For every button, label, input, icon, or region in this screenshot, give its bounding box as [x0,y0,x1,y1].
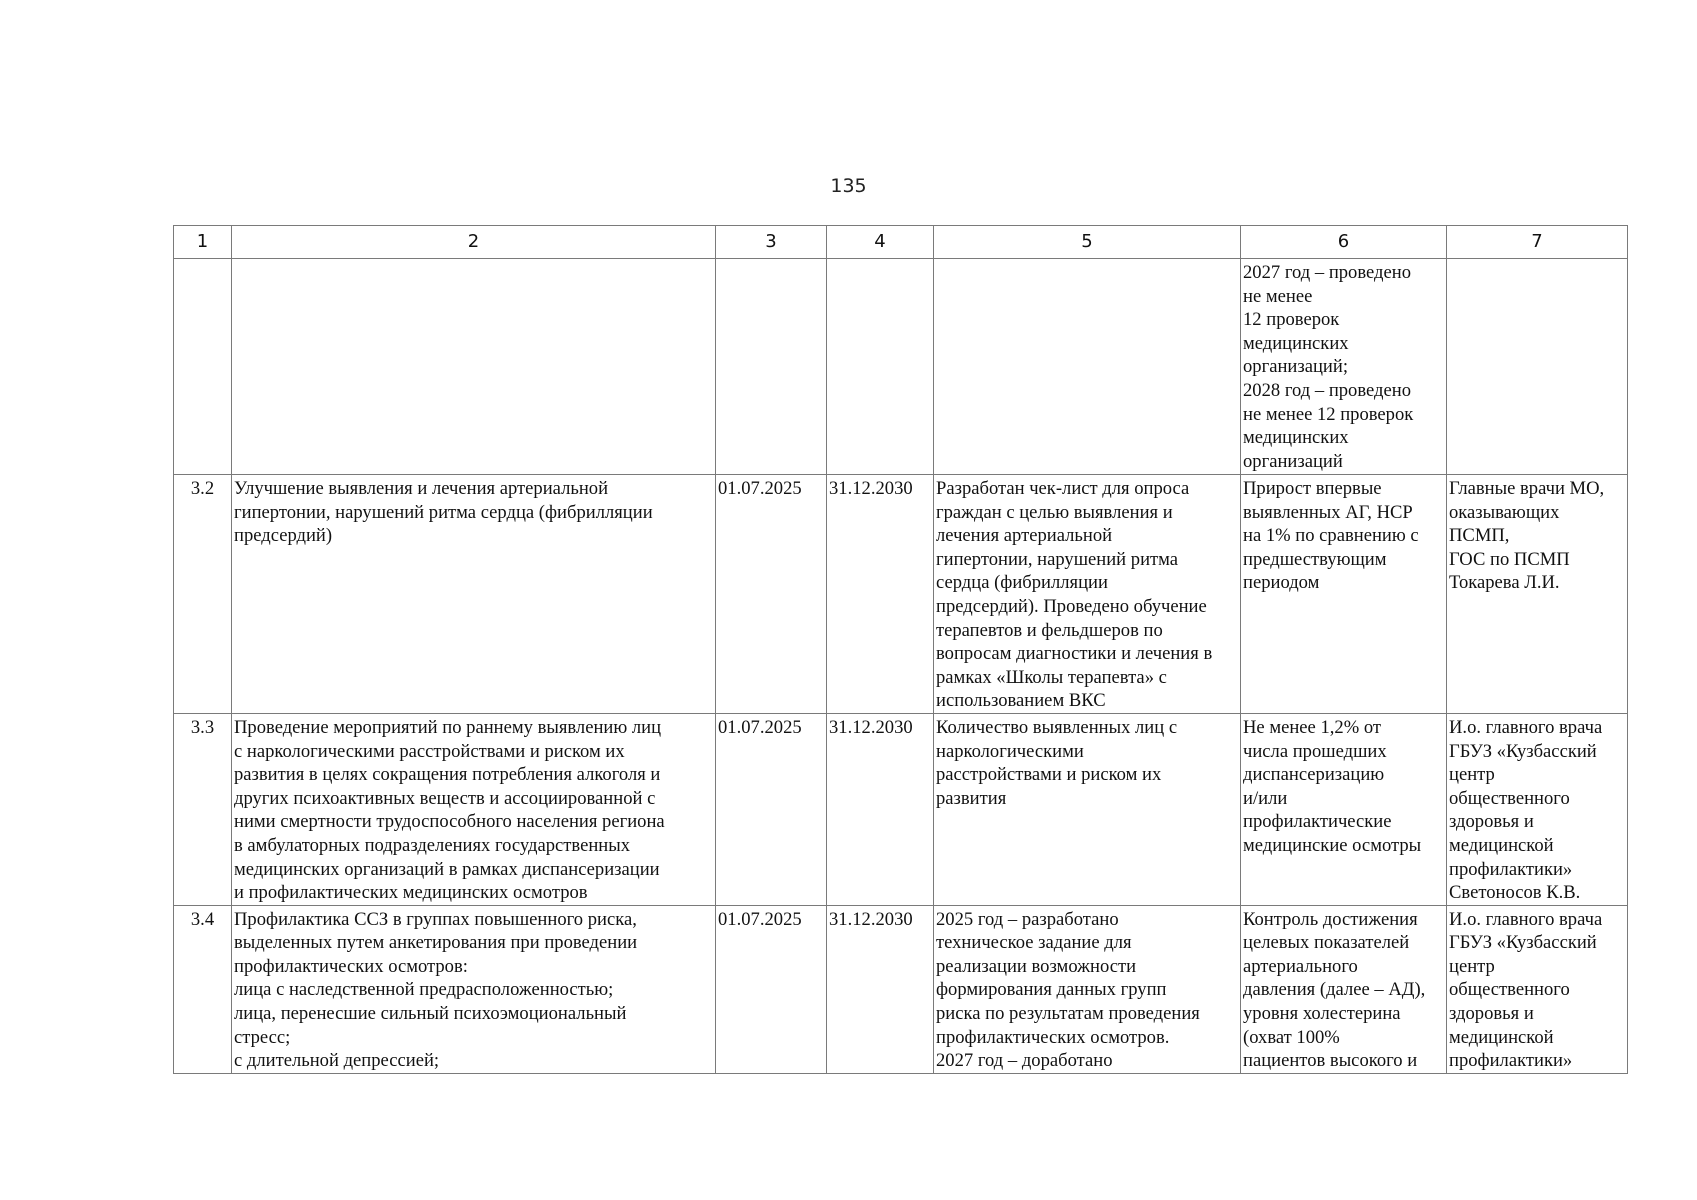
table-row [174,259,1628,475]
table-body [174,259,1628,1074]
table-row [174,713,1628,905]
result-cell [934,475,1241,714]
column-header-7: 7 [1447,226,1628,259]
text-line: пациентов высокого и [1243,1050,1418,1072]
text-line: гипертонии, нарушений ритма сердца (фибрилляции [234,501,653,523]
text-line: ПСМП, [1449,525,1510,547]
table-row [174,475,1628,714]
text-line: 2027 год – проведено [1243,262,1411,283]
text-line: целевых показателей [1243,932,1410,954]
text-line: 2025 год – разработано [936,908,1119,930]
text-line: 12 проверок [1243,309,1340,331]
text-line: Разработан чек-лист для опроса [936,478,1190,499]
text-line: периодом [1243,572,1320,594]
measure-cell [232,713,716,905]
text-line: ГБУЗ «Кузбасский [1449,932,1597,954]
row-number: 3.4 [174,905,232,1073]
text-line: расстройствами и риском их [936,764,1162,786]
text-line: предсердий) [234,525,333,547]
text-line: выделенных путем анкетирования при проведении [234,932,638,954]
text-line: наркологическими [936,740,1084,762]
text-line: диспансеризацию [1243,764,1385,786]
text-line: И.о. главного врача [1449,908,1603,930]
indicator-cell [1241,259,1447,475]
text-line: на 1% по сравнению с [1243,525,1419,547]
measure-cell [232,905,716,1073]
text-line: граждан с целью выявления и [936,501,1173,523]
measure-cell [232,259,716,475]
text-line: И.о. главного врача [1449,716,1603,738]
text-line: стресс; [234,1026,291,1048]
result-cell [934,259,1241,475]
start-date-cell: 01.07.2025 [716,905,827,1073]
row-number [174,259,232,475]
text-line: терапевтов и фельдшеров по [936,619,1163,641]
text-line: Не менее 1,2% от [1243,716,1382,738]
text-line: предшествующим [1243,548,1387,570]
end-date-cell: 31.12.2030 [827,905,934,1073]
text-line: уровня холестерина [1243,1003,1401,1025]
responsible-cell [1447,905,1628,1073]
text-line: использованием ВКС [936,690,1106,712]
text-line: ГОС по ПСМП [1449,548,1570,570]
text-line: медицинских организаций в рамках диспансеризации [234,858,660,880]
text-line: профилактических осмотров. [936,1026,1170,1048]
text-line: медицинской [1449,834,1554,856]
table-row [174,905,1628,1073]
text-line: профилактических осмотров: [234,955,468,977]
text-line: с наркологическими расстройствами и риском их [234,740,625,762]
text-line: 2027 год – доработано [936,1050,1113,1072]
end-date-cell: 31.12.2030 [827,475,934,714]
text-line: профилактические [1243,811,1392,833]
responsible-cell [1447,713,1628,905]
end-date-cell: 31.12.2030 [827,713,934,905]
text-line: здоровья и [1449,1003,1534,1025]
text-line: техническое задание для [936,932,1132,954]
text-line: предсердий). Проведено обучение [936,595,1207,617]
text-line: организаций; [1243,356,1348,378]
text-line: Проведение мероприятий по раннему выявлению лиц [234,716,662,738]
measures-table [173,225,1628,1074]
text-line: (охват 100% [1243,1026,1340,1048]
text-line: вопросам диагностики и лечения в [936,643,1213,665]
column-header-row [174,226,1628,259]
text-line: Профилактика ССЗ в группах повышенного риска, [234,908,637,930]
column-header-4: 4 [827,226,934,259]
result-cell [934,905,1241,1073]
measure-cell [232,475,716,714]
page-number: 135 [830,175,867,197]
text-line: ними смертности трудоспособного населения региона [234,811,665,833]
text-line: развития [936,787,1007,809]
result-cell [934,713,1241,905]
text-line: артериального [1243,955,1358,977]
indicator-cell [1241,905,1447,1073]
text-line: и/или [1243,787,1288,809]
text-line: 2028 год – проведено [1243,379,1411,401]
text-line: числа прошедших [1243,740,1387,762]
text-line: Прирост впервые [1243,478,1382,499]
responsible-cell [1447,259,1628,475]
text-line: выявленных АГ, НСР [1243,501,1413,523]
text-line: давления (далее – АД), [1243,979,1426,1001]
text-line: ГБУЗ «Кузбасский [1449,740,1597,762]
column-header-1: 1 [174,226,232,259]
text-line: Главные врачи МО, [1449,478,1605,499]
text-line: общественного [1449,979,1570,1001]
text-line: и профилактических медицинских осмотров [234,882,588,904]
responsible-cell [1447,475,1628,714]
text-line: сердца (фибрилляции [936,572,1108,594]
text-line: медицинских [1243,332,1349,354]
start-date-cell: 01.07.2025 [716,713,827,905]
column-header-3: 3 [716,226,827,259]
text-line: организаций [1243,450,1343,472]
text-line: центр [1449,955,1495,977]
text-line: лечения артериальной [936,525,1113,547]
text-line: лица, перенесшие сильный психоэмоциональный [234,1003,627,1025]
text-line: общественного [1449,787,1570,809]
text-line: реализации возможности [936,955,1137,977]
text-line: оказывающих [1449,501,1560,523]
text-line: развития в целях сокращения потребления алкоголя и [234,764,661,786]
text-line: формирования данных групп [936,979,1167,1001]
text-line: медицинских [1243,427,1349,449]
text-line: профилактики» [1449,858,1573,880]
text-line: профилактики» [1449,1050,1573,1072]
text-line: Улучшение выявления и лечения артериальной [234,478,609,499]
text-line: лица с наследственной предрасположенностью; [234,979,614,1001]
text-line: Токарева Л.И. [1449,572,1560,594]
indicator-cell [1241,713,1447,905]
row-number: 3.3 [174,713,232,905]
text-line: медицинские осмотры [1243,834,1422,856]
text-line: здоровья и [1449,811,1534,833]
row-number: 3.2 [174,475,232,714]
text-line: рамках «Школы терапевта» с [936,666,1167,688]
text-line: риска по результатам проведения [936,1003,1200,1025]
start-date-cell: 01.07.2025 [716,475,827,714]
text-line: других психоактивных веществ и ассоциированной с [234,787,656,809]
indicator-cell [1241,475,1447,714]
start-date-cell [716,259,827,475]
text-line: в амбулаторных подразделениях государственных [234,834,631,856]
text-line: не менее 12 проверок [1243,403,1414,425]
end-date-cell [827,259,934,475]
column-header-6: 6 [1241,226,1447,259]
text-line: гипертонии, нарушений ритма [936,548,1179,570]
text-line: центр [1449,764,1495,786]
text-line: не менее [1243,285,1313,307]
column-header-5: 5 [934,226,1241,259]
column-header-2: 2 [232,226,716,259]
text-line: Светоносов К.В. [1449,882,1581,904]
text-line: медицинской [1449,1026,1554,1048]
text-line: Контроль достижения [1243,908,1418,930]
text-line: Количество выявленных лиц с [936,716,1178,738]
text-line: с длительной депрессией; [234,1050,440,1072]
